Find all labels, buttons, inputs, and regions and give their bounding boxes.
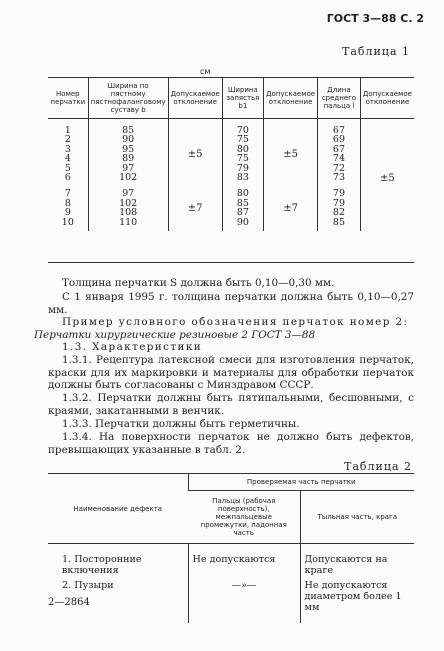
table1-bottom-rule — [48, 262, 414, 263]
table2-cell: Не допускаются — [188, 544, 300, 579]
table1-cell: 67 69 67 74 72 73 — [318, 119, 361, 183]
table1-header-row — [48, 78, 414, 119]
table2-cell: Допускаются на краге — [300, 544, 414, 579]
table2-cell: —»— — [188, 578, 300, 623]
table1-header: Ширина по пястному пястнофаланговому суставу b — [88, 78, 168, 119]
table1-cell: 80 85 87 90 — [222, 182, 263, 231]
table1-cell: 79 79 82 85 — [318, 182, 361, 231]
table1-unit: см — [200, 67, 211, 76]
table2-header: Пальцы (рабочая поверхность), межпальцевые промежутки, ладонная часть — [188, 491, 300, 544]
table1-group-1 — [48, 119, 414, 183]
table1-cell: 85 90 95 89 97 102 — [88, 119, 168, 183]
table2-cell: 1. Посторонние включения — [62, 554, 142, 576]
table1-cell: 97 102 108 110 — [88, 182, 168, 231]
table2-cell: Не допускаются диаметром более 1 мм — [300, 578, 414, 623]
table-row — [48, 544, 414, 579]
table2-caption: Таблица 2 — [344, 460, 412, 473]
table1-header: Номер перчатки — [48, 78, 88, 119]
table2-cell: 2. Пузыри — [62, 580, 114, 591]
table1-cell: ±5 — [168, 119, 222, 183]
paragraph — [34, 316, 414, 341]
table1-cell: ±7 — [264, 182, 318, 231]
paragraph: Толщина перчатки S должна быть 0,10—0,30 мм. — [62, 277, 335, 289]
example-label: Пример условного обозначения перчаток номер 2: — [62, 316, 409, 328]
table1-cell: ±5 — [264, 119, 318, 183]
example-designation: Перчатки хирургические резиновые 2 ГОСТ 3—88 — [34, 328, 316, 341]
table1-cell: ±7 — [168, 182, 222, 231]
table1-header: Допускаемое отклонение — [264, 78, 318, 119]
table1-group-2 — [48, 182, 414, 231]
paragraph: 1.3.2. Перчатки должны быть пятипальными, бесшовными, с краями, закатанными в венчик. — [48, 392, 414, 417]
table1-cell: 7 8 9 10 — [61, 188, 74, 228]
table1-caption: Таблица 1 — [342, 45, 410, 58]
paragraph: С 1 января 1995 г. толщина перчатки должна быть 0,10—0,27 мм. — [48, 291, 414, 316]
paragraph: 1.3.1. Рецептура латексной смеси для изготовления перчаток, краски для их маркировки и материалы для обработки перчаток должны быть согласованы с Минздравом СССР. — [48, 354, 414, 391]
page-header: ГОСТ 3—88 С. 2 — [326, 12, 424, 25]
table2-header: Проверяемая часть перчатки — [188, 474, 414, 491]
table1-cell: 70 75 80 75 79 83 — [222, 119, 263, 183]
table-row — [48, 578, 414, 623]
print-code: 2—2864 — [48, 597, 90, 608]
table1-cell: 1 2 3 4 5 6 — [64, 125, 71, 184]
defects-table — [48, 474, 414, 623]
table1-cell: ±5 — [360, 119, 414, 232]
table2-header: Тыльная часть, крага — [300, 491, 414, 544]
table1-header: Длина среднего пальца l — [318, 78, 361, 119]
table1-header: Допускаемое отклонение — [168, 78, 222, 119]
paragraph: 1.3.3. Перчатки должны быть герметичны. — [62, 418, 300, 430]
size-table — [48, 78, 414, 231]
paragraph: 1.3.4. На поверхности перчаток не должно быть дефектов, превышающих указанные в табл. 2. — [48, 431, 414, 456]
table1-header: Ширина запястья b1 — [222, 78, 263, 119]
table2-header: Наименование дефекта — [48, 474, 188, 544]
table1-header: Допускаемое отклонение — [360, 78, 414, 119]
section-heading: 1.3. Характеристики — [62, 341, 203, 353]
